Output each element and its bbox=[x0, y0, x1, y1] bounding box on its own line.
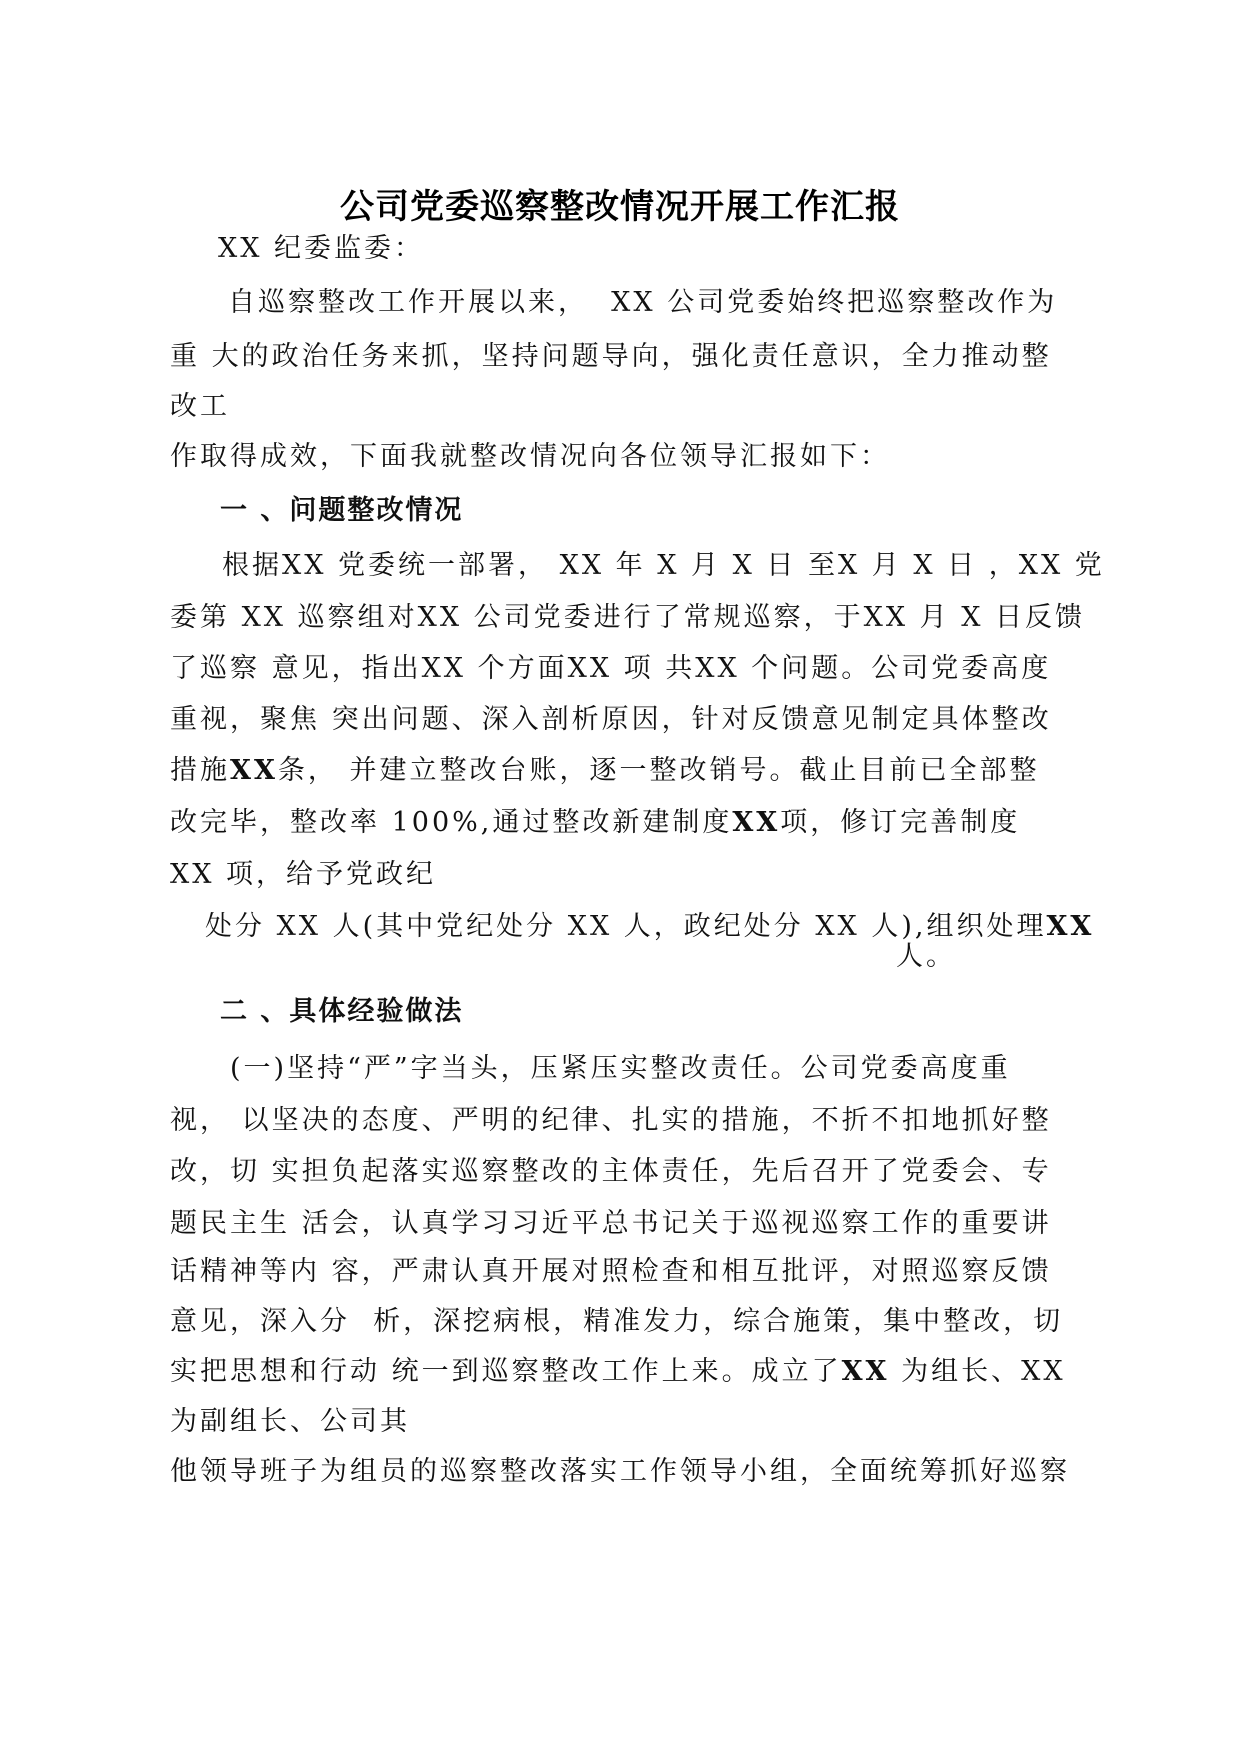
intro-line: 改工 bbox=[170, 391, 230, 422]
paragraph-line: XX 项，给予党政纪 bbox=[170, 859, 437, 890]
paragraph-line bbox=[170, 754, 1040, 788]
paragraph-line: 为副组长、公司其 bbox=[170, 1406, 410, 1437]
paragraph-line: (一)坚持“严”字当头，压紧压实整改责任。公司党委高度重 bbox=[230, 1053, 1011, 1084]
text-run-bold: XX bbox=[1046, 911, 1095, 942]
paragraph-line bbox=[205, 910, 1094, 944]
paragraph-line: 题民主生 活会，认真学习习近平总书记关于巡视巡察工作的重要讲 bbox=[170, 1208, 1052, 1239]
text-run: 项，修订完善制度 bbox=[780, 807, 1021, 838]
text-run: 为组长、XX bbox=[901, 1356, 1066, 1387]
text-run-bold: XX bbox=[841, 1356, 890, 1387]
paragraph-line: 话精神等内 容，严肃认真开展对照检查和相互批评，对照巡察反馈 bbox=[170, 1256, 1052, 1287]
paragraph-line: 根据XX 党委统一部署， XX 年 X 月 X 日 至X 月 X 日 ，XX 党 bbox=[222, 550, 1105, 581]
paragraph-line bbox=[170, 1355, 1066, 1389]
paragraph-line: 重视，聚焦 突出问题、深入剖析原因，针对反馈意见制定具体整改 bbox=[170, 704, 1052, 735]
salutation: XX 纪委监委： bbox=[218, 233, 425, 264]
section-heading: 二 、具体经验做法 bbox=[220, 996, 464, 1027]
intro-line: 自巡察整改工作开展以来， XX 公司党委始终把巡察整改作为 bbox=[228, 287, 1058, 318]
text-run: 实把思想和行动 统一到巡察整改工作上来。成立了 bbox=[170, 1356, 842, 1387]
text-run: 改完毕，整改率 100%,通过整改新建制度 bbox=[170, 807, 733, 838]
paragraph-line: 视， 以坚决的态度、严明的纪律、扎实的措施，不折不扣地抓好整 bbox=[170, 1105, 1052, 1136]
text-run: 措施 bbox=[170, 755, 230, 786]
intro-line: 重 大的政治任务来抓，坚持问题导向，强化责任意识，全力推动整 bbox=[170, 341, 1052, 372]
paragraph-line: 意见，深入分 析，深挖病根，精准发力，综合施策，集中整改，切 bbox=[170, 1306, 1064, 1337]
text-run-bold: XX bbox=[230, 755, 278, 786]
paragraph-line: 他领导班子为组员的巡察整改落实工作领导小组，全面统筹抓好巡察 bbox=[170, 1456, 1070, 1487]
text-run-bold: XX bbox=[732, 807, 781, 838]
section-heading: 一 、问题整改情况 bbox=[220, 495, 464, 526]
paragraph-line: 了巡察 意见，指出XX 个方面XX 项 共XX 个问题。公司党委高度 bbox=[170, 653, 1052, 684]
document-title: 公司党委巡察整改情况开展工作汇报 bbox=[340, 187, 900, 227]
paragraph-line: 委第 XX 巡察组对XX 公司党委进行了常规巡察，于XX 月 X 日反馈 bbox=[170, 602, 1086, 633]
paragraph-line bbox=[170, 806, 1020, 840]
intro-line: 作取得成效，下面我就整改情况向各位领导汇报如下： bbox=[170, 441, 890, 472]
text-run: 处分 XX 人(其中党纪处分 XX 人，政纪处分 XX 人),组织处理 bbox=[205, 911, 1047, 942]
text-run: 条， 并建立整改台账，逐一整改销号。截止目前已全部整 bbox=[277, 755, 1040, 786]
paragraph-line: 改，切 实担负起落实巡察整改的主体责任，先后召开了党委会、专 bbox=[170, 1156, 1052, 1187]
paragraph-line: 人。 bbox=[896, 941, 956, 972]
